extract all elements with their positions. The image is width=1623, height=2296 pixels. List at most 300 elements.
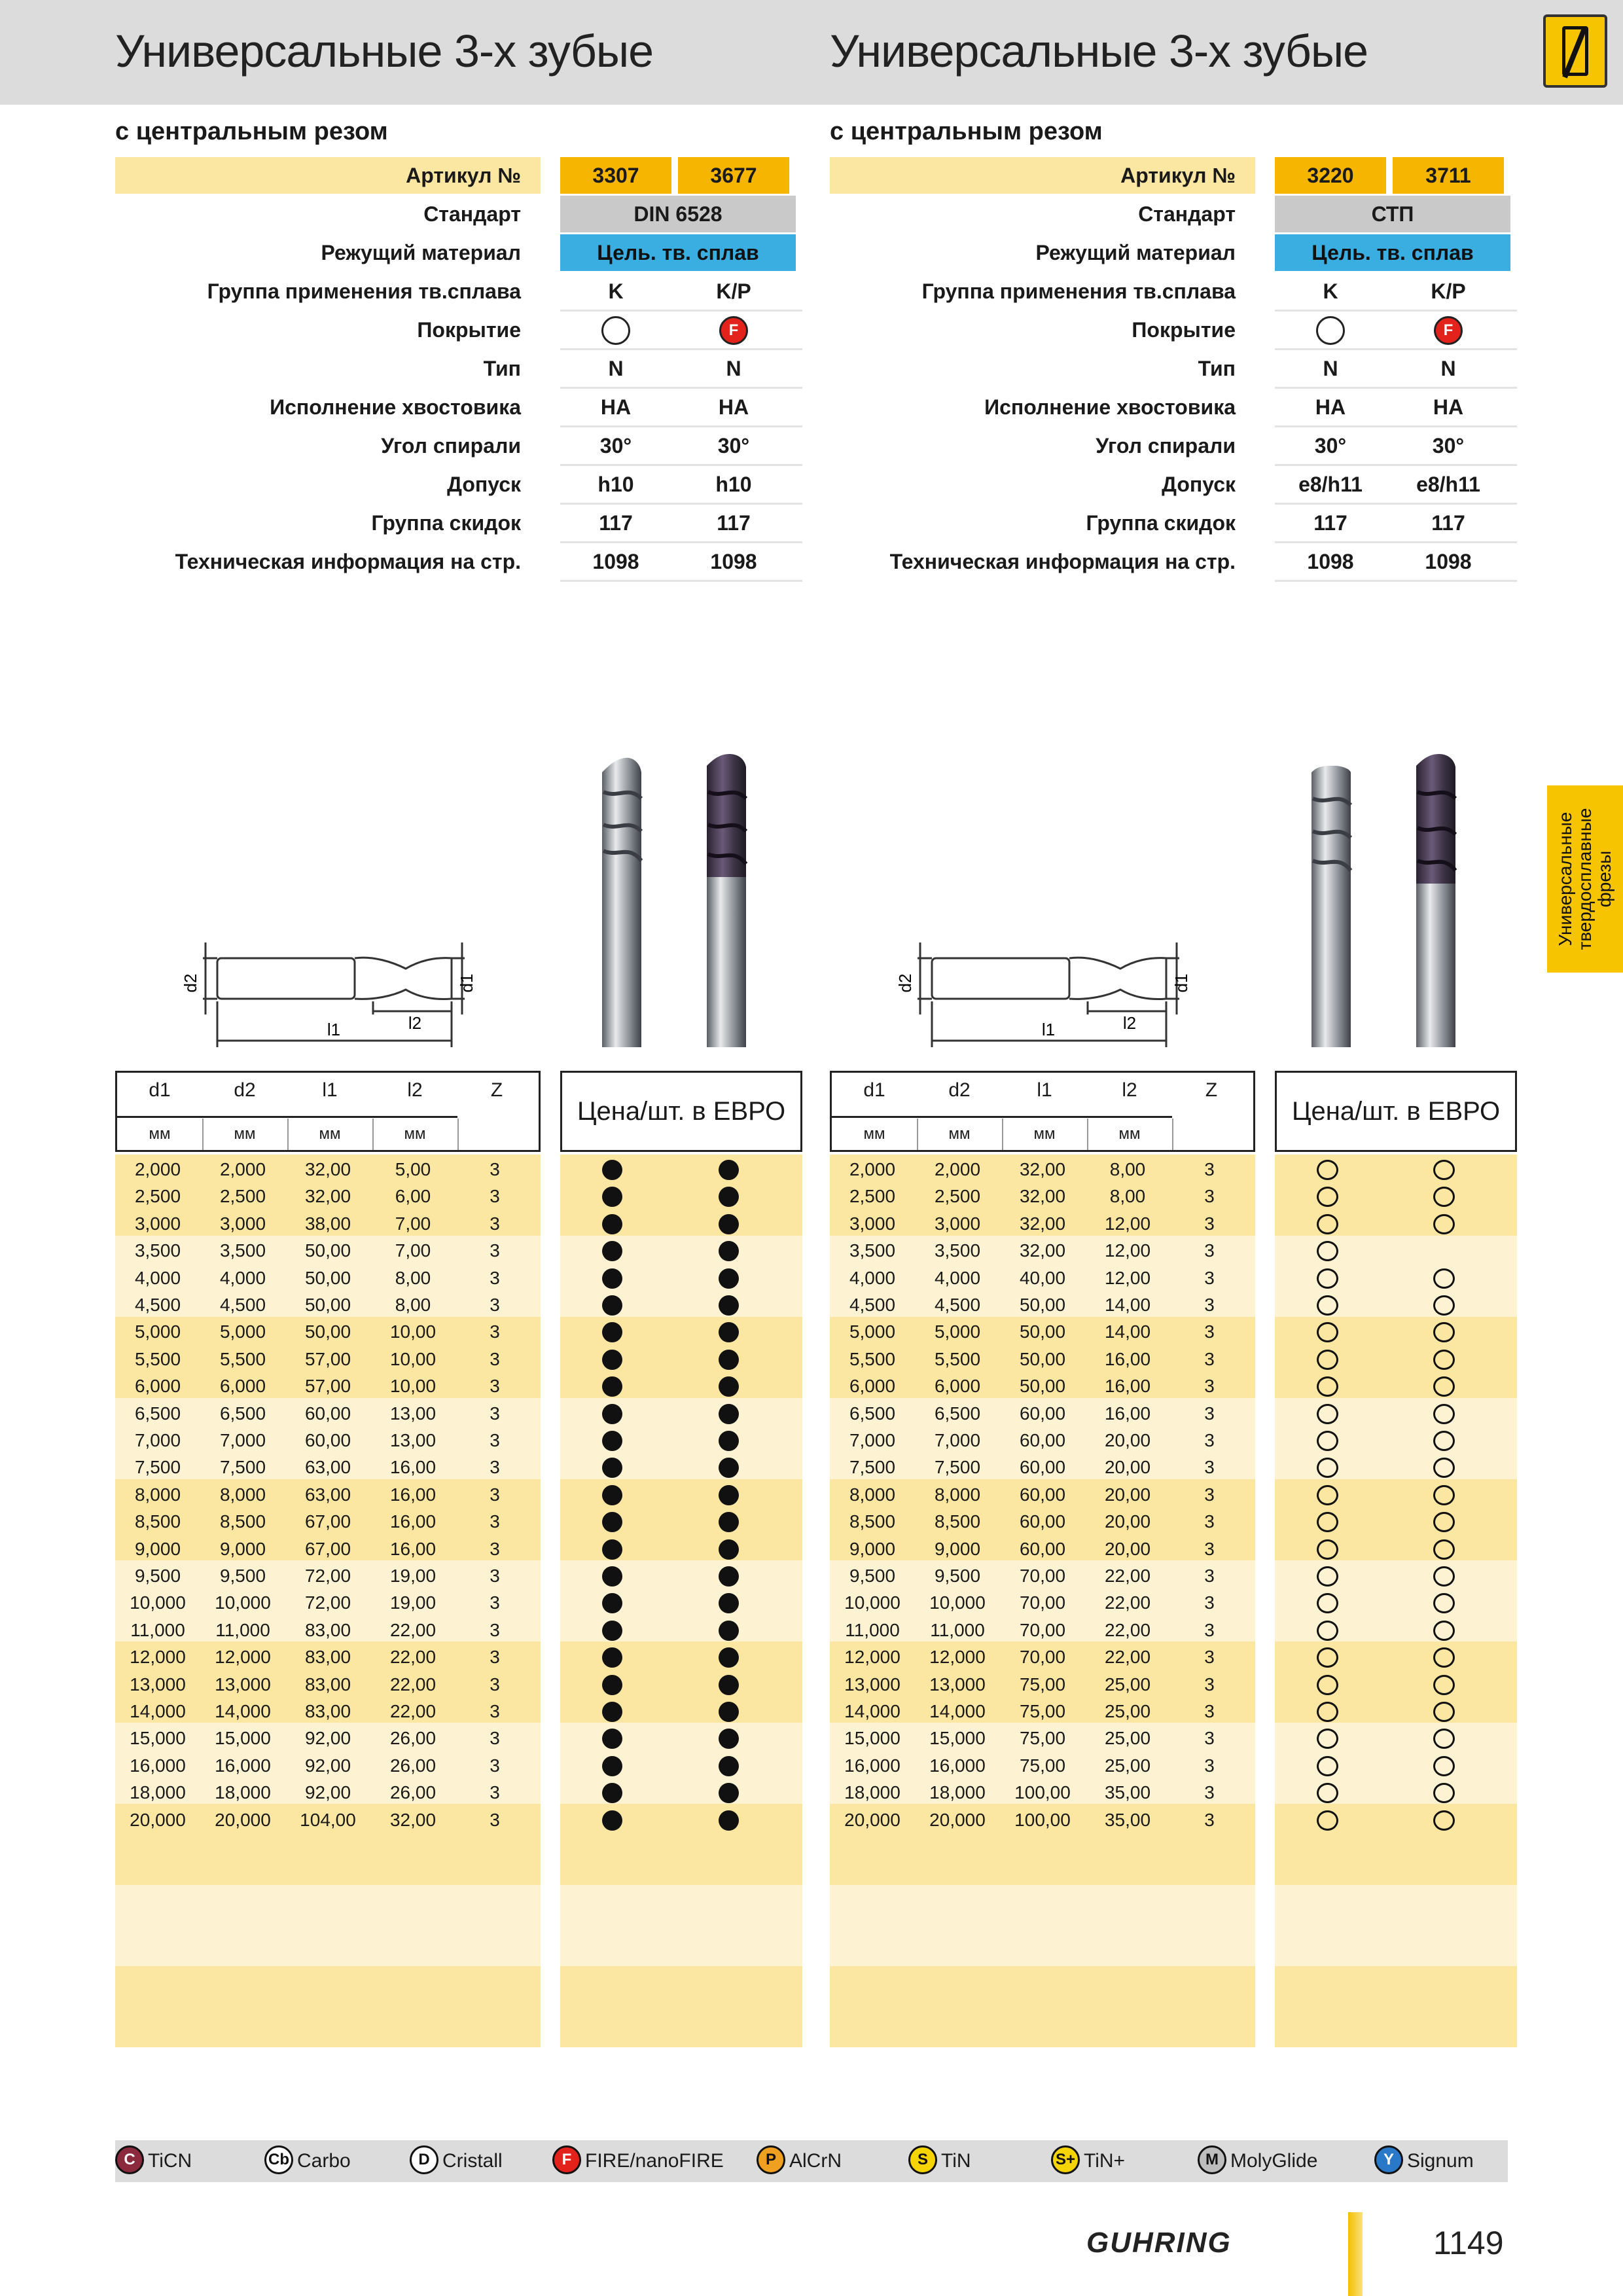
table-cell-d1: 4,500: [849, 1295, 896, 1315]
table-row: [115, 1210, 802, 1237]
table-cell-d2: 12,000: [215, 1647, 271, 1668]
table-cell-d1: 4,000: [134, 1267, 181, 1288]
in-stock-dot-icon[interactable]: [719, 1621, 739, 1641]
uncoated-icon: [601, 316, 630, 345]
in-stock-dot-icon[interactable]: [602, 1485, 622, 1505]
table-cell-Z: 3: [490, 1348, 500, 1369]
table-cell-d2: 3,000: [934, 1213, 981, 1234]
in-stock-dot-icon[interactable]: [719, 1647, 739, 1668]
in-stock-dot-icon[interactable]: [602, 1566, 622, 1587]
legend-item-fire-nanofire: [552, 2140, 724, 2182]
in-stock-dot-icon[interactable]: [719, 1729, 739, 1749]
spec-value-shank-2: HA: [1433, 395, 1464, 419]
table-unit: мм: [319, 1125, 341, 1143]
table-row: [830, 1454, 1517, 1480]
table-cell-Z: 3: [490, 1755, 500, 1776]
table-cell-l1: 60,00: [1019, 1430, 1066, 1450]
table-row: [115, 1481, 802, 1508]
table-cell-d2: 7,500: [934, 1457, 981, 1478]
spec-value-tolerance-1: h10: [597, 473, 634, 496]
table-cell-l1: 50,00: [304, 1295, 351, 1315]
table-cell-l1: 83,00: [304, 1619, 351, 1640]
table-cell-l2: 32,00: [389, 1809, 437, 1830]
on-request-circle-icon[interactable]: [1433, 1539, 1455, 1560]
panel-subtitle: с центральным резом: [115, 118, 388, 145]
table-cell-d2: 10,000: [215, 1592, 271, 1613]
on-request-circle-icon[interactable]: [1433, 1675, 1455, 1695]
spec-value-group-1: K: [608, 279, 624, 303]
in-stock-dot-icon[interactable]: [719, 1187, 739, 1207]
table-cell-Z: 3: [1204, 1376, 1215, 1397]
table-cell-l2: 26,00: [389, 1782, 437, 1803]
table-cell-l1: 83,00: [304, 1647, 351, 1668]
table-row: [115, 1752, 802, 1779]
in-stock-dot-icon[interactable]: [719, 1485, 739, 1505]
table-cell-d1: 2,000: [849, 1159, 896, 1179]
table-cell-d1: 6,500: [849, 1403, 896, 1424]
table-cell-Z: 3: [1204, 1321, 1215, 1342]
on-request-circle-icon[interactable]: [1433, 1783, 1455, 1803]
table-cell-d2: 9,500: [219, 1566, 266, 1586]
table-cell-Z: 3: [490, 1619, 500, 1640]
spec-value-material: Цель. тв. сплав: [560, 234, 796, 271]
table-cell-Z: 3: [1204, 1457, 1215, 1478]
in-stock-dot-icon[interactable]: [602, 1431, 622, 1451]
on-request-circle-icon[interactable]: [1317, 1756, 1338, 1776]
table-cell-Z: 3: [1204, 1755, 1215, 1776]
table-row: [115, 1643, 802, 1670]
legend-label: Signum: [1407, 2150, 1474, 2172]
on-request-circle-icon[interactable]: [1317, 1458, 1338, 1478]
table-cell-d2: 3,500: [934, 1240, 981, 1261]
spec-row-standard: [115, 196, 796, 234]
on-request-circle-icon[interactable]: [1317, 1810, 1338, 1831]
in-stock-dot-icon[interactable]: [602, 1647, 622, 1668]
spec-row-group: [830, 273, 1510, 312]
in-stock-dot-icon[interactable]: [719, 1512, 739, 1532]
table-cell-Z: 3: [1204, 1511, 1215, 1532]
table-unit: мм: [404, 1125, 426, 1143]
table-header: [115, 1071, 541, 1152]
table-cell-Z: 3: [490, 1538, 500, 1559]
table-cell-l1: 60,00: [1019, 1403, 1066, 1424]
in-stock-dot-icon[interactable]: [602, 1376, 622, 1397]
spec-row-tech: [115, 543, 796, 582]
table-cell-l2: 22,00: [1104, 1619, 1151, 1640]
table-cell-d2: 9,000: [219, 1538, 266, 1559]
on-request-circle-icon[interactable]: [1433, 1647, 1455, 1668]
table-header-Z: Z: [490, 1079, 503, 1101]
table-cell-Z: 3: [490, 1701, 500, 1721]
in-stock-dot-icon[interactable]: [719, 1350, 739, 1370]
table-unit: мм: [863, 1125, 885, 1143]
in-stock-dot-icon[interactable]: [602, 1539, 622, 1560]
table-cell-d1: 14,000: [130, 1701, 186, 1721]
table-cell-d1: 9,000: [849, 1538, 896, 1559]
table-row: [830, 1752, 1517, 1779]
on-request-circle-icon[interactable]: [1317, 1702, 1338, 1722]
table-row: [830, 1481, 1517, 1508]
table-band: [560, 1885, 802, 1966]
table-cell-l1: 83,00: [304, 1674, 351, 1695]
spec-label-standard: Стандарт: [423, 202, 521, 226]
unit-divider: [1002, 1119, 1003, 1150]
table-cell-l2: 25,00: [1104, 1755, 1151, 1776]
spec-label-discount: Группа скидок: [371, 511, 521, 535]
table-cell-l1: 60,00: [1019, 1511, 1066, 1532]
spec-value-tech-1: 1098: [592, 550, 639, 573]
table-cell-l2: 16,00: [1104, 1376, 1151, 1397]
in-stock-dot-icon[interactable]: [602, 1214, 622, 1234]
in-stock-dot-icon[interactable]: [719, 1566, 739, 1587]
in-stock-dot-icon[interactable]: [719, 1675, 739, 1695]
table-cell-Z: 3: [1204, 1782, 1215, 1803]
table-row: [830, 1318, 1517, 1345]
spec-row-shank: [830, 389, 1510, 427]
table-cell-d1: 10,000: [844, 1592, 901, 1613]
table-cell-l1: 57,00: [304, 1376, 351, 1397]
on-request-circle-icon[interactable]: [1317, 1295, 1338, 1316]
table-cell-d2: 9,000: [934, 1538, 981, 1559]
in-stock-dot-icon[interactable]: [602, 1350, 622, 1370]
table-cell-d1: 2,000: [134, 1159, 181, 1179]
table-header-l1: l1: [322, 1079, 338, 1101]
spec-value-shank-1: HA: [1315, 395, 1346, 419]
on-request-circle-icon[interactable]: [1317, 1512, 1338, 1532]
in-stock-dot-icon[interactable]: [602, 1512, 622, 1532]
table-row: [830, 1372, 1517, 1399]
table-cell-d1: 5,000: [134, 1321, 181, 1342]
on-request-circle-icon[interactable]: [1317, 1214, 1338, 1234]
in-stock-dot-icon[interactable]: [719, 1268, 739, 1289]
table-cell-l1: 75,00: [1019, 1674, 1066, 1695]
table-row: [830, 1562, 1517, 1589]
in-stock-dot-icon[interactable]: [719, 1702, 739, 1722]
table-cell-d2: 8,000: [934, 1484, 981, 1505]
spec-value-type-2: N: [1440, 357, 1456, 380]
in-stock-dot-icon[interactable]: [719, 1593, 739, 1613]
table-cell-d1: 3,500: [849, 1240, 896, 1261]
spec-label-article: Артикул №: [830, 157, 1255, 194]
table-cell-l2: 13,00: [389, 1430, 437, 1450]
spec-row-helix: [830, 427, 1510, 466]
on-request-circle-icon[interactable]: [1317, 1675, 1338, 1695]
on-request-circle-icon[interactable]: [1433, 1214, 1455, 1234]
table-cell-l1: 72,00: [304, 1566, 351, 1586]
on-request-circle-icon[interactable]: [1317, 1268, 1338, 1289]
table-cell-d1: 3,000: [134, 1213, 181, 1234]
on-request-circle-icon[interactable]: [1433, 1458, 1455, 1478]
in-stock-dot-icon[interactable]: [602, 1783, 622, 1803]
in-stock-dot-icon[interactable]: [719, 1539, 739, 1560]
coating-splus-icon: S+: [1051, 2145, 1080, 2174]
table-cell-d2: 13,000: [215, 1674, 271, 1695]
table-cell-d2: 6,500: [219, 1403, 266, 1424]
table-cell-l2: 19,00: [389, 1566, 437, 1586]
in-stock-dot-icon[interactable]: [719, 1322, 739, 1342]
on-request-circle-icon[interactable]: [1433, 1187, 1455, 1207]
table-cell-l2: 12,00: [1104, 1267, 1151, 1288]
spec-value-tech-2: 1098: [1425, 550, 1472, 573]
on-request-circle-icon[interactable]: [1317, 1322, 1338, 1342]
in-stock-dot-icon[interactable]: [602, 1756, 622, 1776]
on-request-circle-icon[interactable]: [1317, 1783, 1338, 1803]
table-cell-d1: 20,000: [130, 1809, 186, 1830]
spec-row-tech: [830, 543, 1510, 582]
table-cell-d2: 4,500: [934, 1295, 981, 1315]
in-stock-dot-icon[interactable]: [719, 1810, 739, 1831]
on-request-circle-icon[interactable]: [1433, 1566, 1455, 1587]
legend-item-tin: [908, 2140, 971, 2182]
side-category-tab[interactable]: [1547, 785, 1623, 973]
table-cell-l2: 13,00: [389, 1403, 437, 1424]
in-stock-dot-icon[interactable]: [602, 1458, 622, 1478]
table-cell-d2: 6,500: [934, 1403, 981, 1424]
in-stock-dot-icon[interactable]: [719, 1241, 739, 1261]
table-cell-d2: 16,000: [215, 1755, 271, 1776]
table-cell-l2: 7,00: [395, 1213, 431, 1234]
spec-value-article-2: 3711: [1393, 157, 1504, 194]
on-request-circle-icon[interactable]: [1317, 1485, 1338, 1505]
table-cell-Z: 3: [490, 1159, 500, 1179]
on-request-circle-icon[interactable]: [1317, 1729, 1338, 1749]
table-cell-d2: 16,000: [929, 1755, 986, 1776]
on-request-circle-icon[interactable]: [1317, 1566, 1338, 1587]
table-cell-d2: 7,000: [219, 1430, 266, 1450]
table-cell-d1: 13,000: [844, 1674, 901, 1695]
brand-logo: GUHRING: [1086, 2227, 1232, 2259]
on-request-circle-icon[interactable]: [1317, 1376, 1338, 1397]
table-cell-d2: 12,000: [929, 1647, 986, 1668]
side-tab-line-2: твердосплавные: [1575, 808, 1595, 950]
table-cell-d2: 4,500: [219, 1295, 266, 1315]
table-cell-l2: 16,00: [389, 1538, 437, 1559]
spec-row-discount: [830, 505, 1510, 543]
legend-item-molyglide: [1198, 2140, 1317, 2182]
table-cell-d2: 18,000: [215, 1782, 271, 1803]
in-stock-dot-icon[interactable]: [719, 1295, 739, 1316]
table-cell-Z: 3: [1204, 1592, 1215, 1613]
spec-label-standard: Стандарт: [1138, 202, 1236, 226]
in-stock-dot-icon[interactable]: [602, 1810, 622, 1831]
on-request-circle-icon[interactable]: [1433, 1512, 1455, 1532]
price-header: Цена/шт. в ЕВРО: [560, 1071, 802, 1152]
in-stock-dot-icon[interactable]: [602, 1621, 622, 1641]
in-stock-dot-icon[interactable]: [602, 1702, 622, 1722]
on-request-circle-icon[interactable]: [1317, 1431, 1338, 1451]
in-stock-dot-icon[interactable]: [602, 1268, 622, 1289]
table-cell-d2: 15,000: [929, 1728, 986, 1749]
table-row: [115, 1806, 802, 1833]
table-cell-Z: 3: [490, 1267, 500, 1288]
spec-value-tolerance-2: h10: [715, 473, 752, 496]
table-cell-d2: 8,500: [934, 1511, 981, 1532]
on-request-circle-icon[interactable]: [1433, 1350, 1455, 1370]
table-row: [830, 1725, 1517, 1751]
on-request-circle-icon[interactable]: [1317, 1621, 1338, 1641]
spec-label-article: Артикул №: [115, 157, 541, 194]
on-request-circle-icon[interactable]: [1317, 1647, 1338, 1668]
table-cell-d2: 4,000: [219, 1267, 266, 1288]
in-stock-dot-icon[interactable]: [602, 1675, 622, 1695]
table-cell-Z: 3: [1204, 1728, 1215, 1749]
in-stock-dot-icon[interactable]: [602, 1241, 622, 1261]
header-rule: [117, 1116, 457, 1118]
side-tab-line-3: фрезы: [1594, 850, 1614, 908]
table-cell-d1: 14,000: [844, 1701, 901, 1721]
on-request-circle-icon[interactable]: [1433, 1295, 1455, 1316]
table-band: [115, 1885, 541, 1966]
table-header-d2: d2: [234, 1079, 256, 1101]
on-request-circle-icon[interactable]: [1317, 1404, 1338, 1424]
table-cell-Z: 3: [490, 1213, 500, 1234]
table-cell-d2: 2,000: [934, 1159, 981, 1179]
table-cell-l2: 8,00: [395, 1295, 431, 1315]
coating-legend: [115, 2140, 1508, 2182]
unit-divider: [457, 1119, 459, 1150]
in-stock-dot-icon[interactable]: [719, 1458, 739, 1478]
on-request-circle-icon[interactable]: [1433, 1702, 1455, 1722]
in-stock-dot-icon[interactable]: [719, 1404, 739, 1424]
coating-s-icon: S: [908, 2145, 937, 2174]
table-cell-l1: 40,00: [1019, 1267, 1066, 1288]
table-header-l2: l2: [407, 1079, 423, 1101]
table-row: [115, 1400, 802, 1427]
table-cell-d2: 20,000: [215, 1809, 271, 1830]
in-stock-dot-icon[interactable]: [602, 1404, 622, 1424]
spec-row-tolerance: [830, 466, 1510, 505]
in-stock-dot-icon[interactable]: [719, 1783, 739, 1803]
spec-value-article-1: 3220: [1275, 157, 1386, 194]
table-cell-d1: 5,500: [849, 1348, 896, 1369]
unit-divider: [1087, 1119, 1088, 1150]
table-cell-l2: 20,00: [1104, 1538, 1151, 1559]
in-stock-dot-icon[interactable]: [719, 1756, 739, 1776]
spec-value-shank-1: HA: [600, 395, 632, 419]
table-cell-l2: 12,00: [1104, 1240, 1151, 1261]
table-row: [115, 1671, 802, 1698]
unit-divider: [1172, 1119, 1173, 1150]
table-cell-Z: 3: [1204, 1159, 1215, 1179]
in-stock-dot-icon[interactable]: [602, 1729, 622, 1749]
table-unit: мм: [234, 1125, 256, 1143]
table-cell-l1: 70,00: [1019, 1647, 1066, 1668]
table-cell-l2: 8,00: [395, 1267, 431, 1288]
table-cell-d1: 4,500: [134, 1295, 181, 1315]
table-cell-Z: 3: [1204, 1295, 1215, 1315]
table-cell-d1: 4,000: [849, 1267, 896, 1288]
on-request-circle-icon[interactable]: [1433, 1404, 1455, 1424]
on-request-circle-icon[interactable]: [1433, 1431, 1455, 1451]
table-row: [115, 1725, 802, 1751]
label-d2: d2: [181, 973, 200, 993]
on-request-circle-icon[interactable]: [1433, 1485, 1455, 1505]
label-l1: l1: [327, 1020, 341, 1039]
on-request-circle-icon[interactable]: [1433, 1621, 1455, 1641]
coating-m-icon: M: [1198, 2145, 1226, 2174]
in-stock-dot-icon[interactable]: [602, 1322, 622, 1342]
table-cell-l1: 72,00: [304, 1592, 351, 1613]
in-stock-dot-icon[interactable]: [602, 1160, 622, 1180]
spec-label-helix: Угол спирали: [1096, 434, 1236, 457]
on-request-circle-icon[interactable]: [1433, 1729, 1455, 1749]
on-request-circle-icon[interactable]: [1433, 1268, 1455, 1289]
table-row: [830, 1698, 1517, 1725]
table-header-d2: d2: [948, 1079, 971, 1101]
table-cell-l1: 32,00: [304, 1186, 351, 1207]
table-cell-l2: 7,00: [395, 1240, 431, 1261]
spec-value-standard: DIN 6528: [560, 196, 796, 232]
on-request-circle-icon[interactable]: [1433, 1376, 1455, 1397]
spec-label-group: Группа применения тв.сплава: [207, 279, 521, 303]
table-cell-d1: 13,000: [130, 1674, 186, 1695]
table-cell-Z: 3: [1204, 1701, 1215, 1721]
on-request-circle-icon[interactable]: [1317, 1241, 1338, 1261]
in-stock-dot-icon[interactable]: [602, 1593, 622, 1613]
end-mill-images-right: [1298, 753, 1469, 1054]
table-cell-d1: 9,000: [134, 1538, 181, 1559]
table-cell-d2: 6,000: [219, 1376, 266, 1397]
in-stock-dot-icon[interactable]: [719, 1431, 739, 1451]
label-d2: d2: [895, 973, 915, 993]
table-cell-l1: 32,00: [1019, 1159, 1066, 1179]
on-request-circle-icon[interactable]: [1317, 1593, 1338, 1613]
table-cell-d1: 9,500: [849, 1566, 896, 1586]
on-request-circle-icon[interactable]: [1317, 1539, 1338, 1560]
table-band: [1275, 1885, 1517, 1966]
table-cell-l1: 100,00: [1014, 1782, 1071, 1803]
on-request-circle-icon[interactable]: [1433, 1756, 1455, 1776]
page-accent-bar: [1348, 2212, 1363, 2296]
spec-label-shank: Исполнение хвостовика: [270, 395, 521, 419]
in-stock-dot-icon[interactable]: [719, 1160, 739, 1180]
on-request-circle-icon[interactable]: [1317, 1187, 1338, 1207]
table-cell-l1: 70,00: [1019, 1592, 1066, 1613]
table-cell-l1: 50,00: [1019, 1321, 1066, 1342]
on-request-circle-icon[interactable]: [1433, 1593, 1455, 1613]
table-cell-l2: 22,00: [389, 1701, 437, 1721]
label-l2: l2: [408, 1013, 422, 1033]
table-cell-l1: 92,00: [304, 1782, 351, 1803]
table-cell-d1: 11,000: [130, 1619, 185, 1640]
in-stock-dot-icon[interactable]: [719, 1376, 739, 1397]
on-request-circle-icon[interactable]: [1433, 1160, 1455, 1180]
table-cell-l2: 14,00: [1104, 1321, 1151, 1342]
table-band: [830, 1966, 1255, 2047]
spec-label-tech: Техническая информация на стр.: [175, 550, 521, 573]
on-request-circle-icon[interactable]: [1317, 1350, 1338, 1370]
table-cell-l2: 25,00: [1104, 1701, 1151, 1721]
table-cell-l2: 26,00: [389, 1755, 437, 1776]
on-request-circle-icon[interactable]: [1433, 1322, 1455, 1342]
table-cell-Z: 3: [1204, 1484, 1215, 1505]
in-stock-dot-icon[interactable]: [602, 1295, 622, 1316]
in-stock-dot-icon[interactable]: [602, 1187, 622, 1207]
on-request-circle-icon[interactable]: [1317, 1160, 1338, 1180]
in-stock-dot-icon[interactable]: [719, 1214, 739, 1234]
table-cell-l1: 83,00: [304, 1701, 351, 1721]
table-cell-l1: 104,00: [300, 1809, 356, 1830]
legend-item-tin-: [1051, 2140, 1125, 2182]
table-cell-d2: 4,000: [934, 1267, 981, 1288]
table-cell-l2: 10,00: [389, 1321, 437, 1342]
table-cell-l1: 63,00: [304, 1484, 351, 1505]
table-cell-Z: 3: [1204, 1566, 1215, 1586]
on-request-circle-icon[interactable]: [1433, 1810, 1455, 1831]
table-cell-l2: 22,00: [389, 1647, 437, 1668]
table-row: [830, 1210, 1517, 1237]
spec-value-helix-2: 30°: [717, 434, 750, 457]
